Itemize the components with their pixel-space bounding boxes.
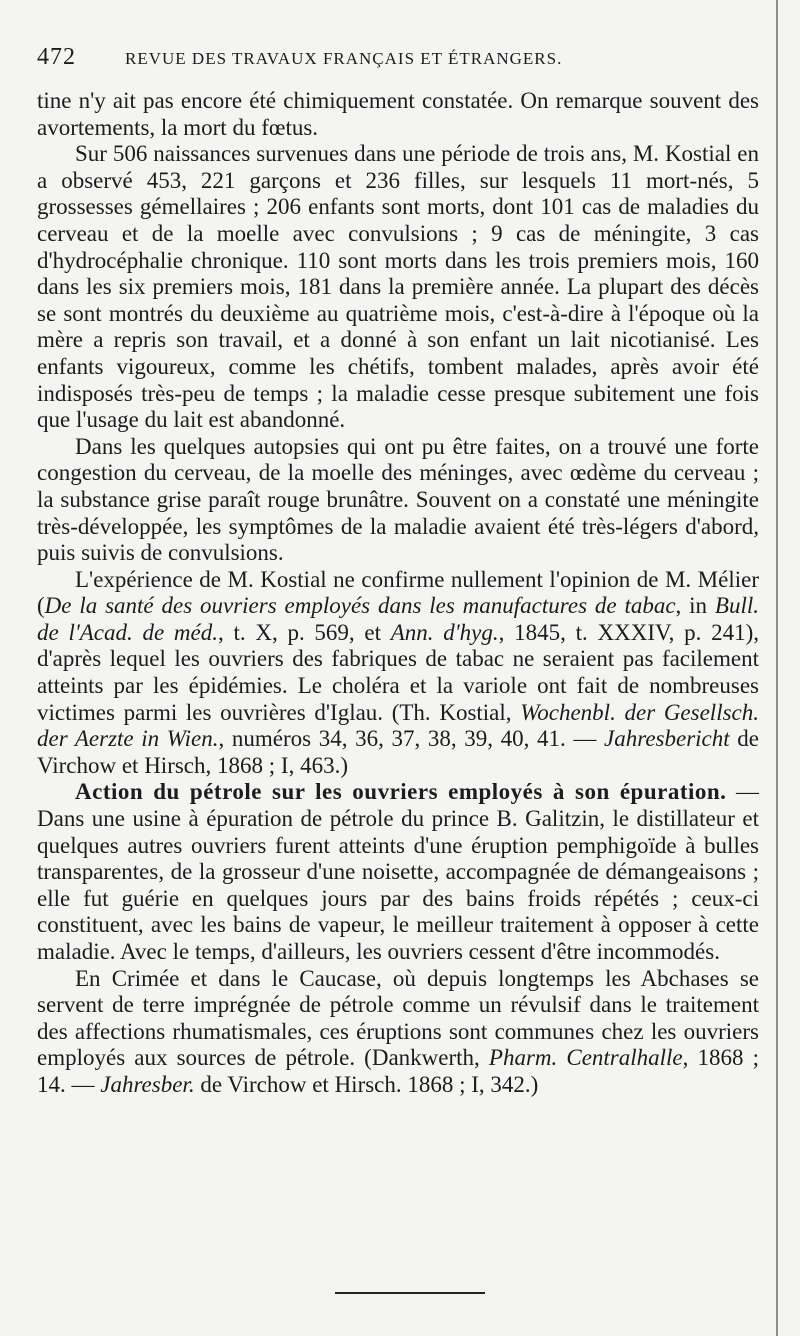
citation-title: De la santé des ouvriers employés dans les manufactures de tabac: [44, 593, 676, 619]
paragraph-2: Sur 506 naissances survenues dans une période de trois ans, M. Kostial en a observé 453, 221 garçons et 236 filles, sur lesquels 11 mort-nés, 5 grossesses gémellaires ; 206 enfants sont morts, dont 101 cas de maladies du cerveau et de la moelle avec convulsions ; 9 cas de méningite, 3 cas d'hydrocéphalie chronique. 110 sont morts dans les trois premiers mois, 160 dans les six premiers mois, 181 dans la première année. La plupart des décès se sont montrés du deuxième au quatrième mois, c'est-à-dire à l'époque où la mère a repris son travail, et a donné à son enfant un lait nicotianisé. Les enfants vigoureux, comme les chétifs, tombent malades, après avoir été indisposés très-peu de temps ; la maladie cesse presque subitement une fois que l'usage du lait est abandonné.: [37, 141, 759, 433]
paragraph-1: tine n'y ait pas encore été chimiquement constatée. On remarque souvent des avortements, la mort du fœtus.: [37, 88, 759, 140]
paragraph-5-text: — Dans une usine à épuration de pétrole du prince B. Galitzin, le distillateur et quelques autres ouvriers furent atteints d'une éruption pemphigoïde à bulles transparentes, de la grosseur d'une noisette, accompagnée de démangeaisons ; elle fut guérie en quelques jours par des bains froids répétés ; ceux-ci constituent, avec les bains de vapeur, le meilleur traitement à opposer à cette maladie. Avec le temps, d'ailleurs, les ouvriers cessent d'être incommodés.: [37, 779, 760, 964]
paragraph-4-text-5: , numéros 34, 36, 37, 38, 39, 40, 41. —: [218, 726, 605, 752]
paragraph-4-text-2: , in: [675, 593, 715, 619]
paragraph-3: Dans les quelques autopsies qui ont pu être faites, on a trouvé une forte congestion du cerveau, de la moelle des méninges, avec œdème du cerveau ; la substance grise paraît rouge brunâtre. Souvent on a constaté une méningite très-développée, les symptômes de la maladie avaient été très-légers d'abord, puis suivis de convulsions.: [37, 433, 759, 566]
paragraph-5: [37, 779, 759, 965]
page-number: 472: [37, 44, 76, 70]
paragraph-4-text-3: , t. X, p. 569, et: [218, 619, 391, 645]
page-header: [37, 44, 727, 78]
body-text: [37, 88, 759, 1099]
paragraph-4: [37, 567, 759, 780]
paragraph-4-text-6: de Virchow et Hirsch, 1868 ; I, 463.): [37, 726, 759, 778]
end-rule: [335, 1292, 485, 1294]
paragraph-6-text-3: de Virchow et Hirsch. 1868 ; I, 342.): [194, 1071, 539, 1097]
paragraph-6: [37, 966, 759, 1099]
section-heading: Action du pétrole sur les ouvriers employés à son épuration.: [75, 779, 727, 805]
citation-jahresber: Jahresber.: [100, 1071, 195, 1097]
paragraph-6-text-2: , 1868 ; 14. —: [37, 1045, 759, 1097]
citation-journal-wochenbl: Wochenbl. der Gesellsch. der Aerzte in Wien.: [37, 699, 759, 752]
paragraph-4-text-4: , 1845, t. XXXIV, p. 241), d'après lequel les ouvriers des fabriques de tabac ne seraient pas facilement atteints par les épidémies. Le choléra et la variole ont fait de nombreuses victimes parmi les ouvrières d'Iglau. (Th. Kostial,: [37, 619, 759, 725]
page-edge-line: [776, 0, 778, 1336]
citation-jahresbericht: Jahresbericht: [604, 726, 730, 752]
citation-journal-bull: Bull. de l'Acad. de méd.: [37, 593, 759, 645]
paragraph-4-text-1: L'expérience de M. Kostial ne confirme nullement l'opinion de M. Mélier (: [37, 566, 759, 619]
running-head: REVUE DES TRAVAUX FRANÇAIS ET ÉTRANGERS.: [125, 49, 563, 68]
citation-journal-ann: Ann. d'hyg.: [390, 619, 499, 645]
citation-pharm: Pharm. Centralhalle: [488, 1045, 683, 1071]
paragraph-6-text-1: En Crimée et dans le Caucase, où depuis longtemps les Abchases se servent de terre imprégnée de pétrole comme un révulsif dans le traitement des affections rhumatismales, ces éruptions sont communes chez les ouvriers employés aux sources de pétrole. (Dankwerth,: [37, 965, 759, 1071]
